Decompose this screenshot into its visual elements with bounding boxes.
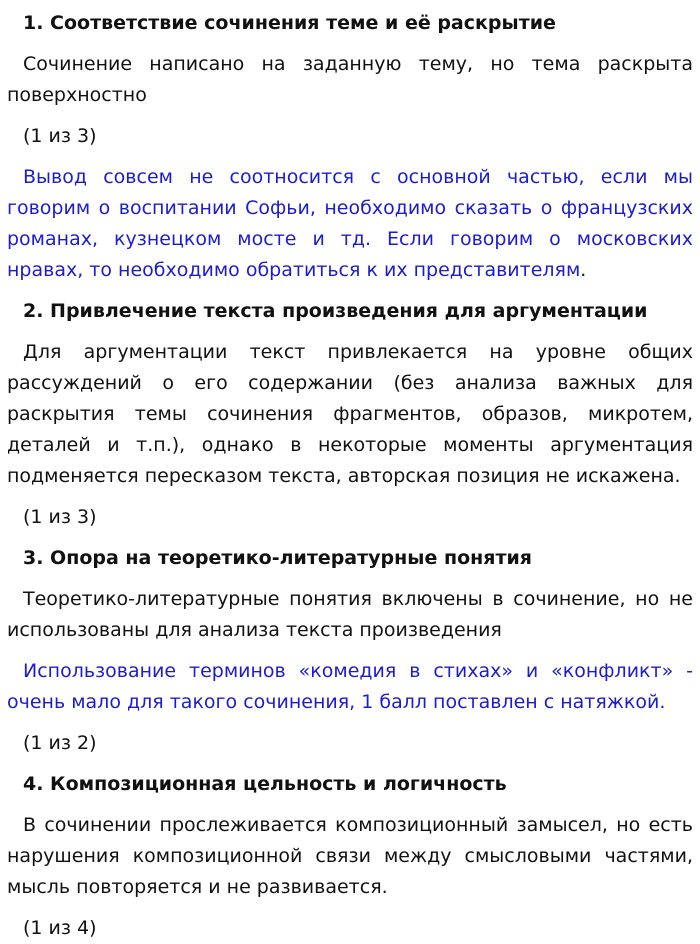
section-3-text: Теоретико-литературные понятия включены в сочинение, но не использованы для анализа текста произведения bbox=[7, 588, 693, 641]
section-1-text: Сочинение написано на заданную тему, но тема раскрыта поверхностно bbox=[7, 53, 693, 106]
section-2-score: (1 из 3) bbox=[23, 506, 97, 528]
section-3-comment: Использование терминов «комедия в стихах» и «конфликт» - очень мало для такого сочинения, 1 балл поставлен с натяжкой. bbox=[7, 660, 693, 713]
section-4-score: (1 из 4) bbox=[23, 917, 97, 939]
section-4-text: В сочинении прослеживается композиционный замысел, но есть нарушения композиционной связи между смысловыми частями, мысль повторяется и не развивается. bbox=[7, 814, 693, 898]
section-3-heading: 3. Опора на теоретико-литературные понятия bbox=[23, 547, 532, 569]
section-1-comment bbox=[7, 162, 693, 286]
section-1-score: (1 из 3) bbox=[23, 125, 97, 147]
section-1-comment-period: . bbox=[580, 259, 587, 281]
section-1-heading: 1. Соответствие сочинения теме и её раскрытие bbox=[23, 12, 556, 34]
section-1-comment-text: Вывод совсем не соотносится с основной частью, если мы говорим о воспитании Софьи, необходимо сказать о французских романах, кузнецком мосте и тд. Если говорим о московских нравах, то необходимо обратиться к их представителям bbox=[7, 166, 693, 281]
section-2-heading: 2. Привлечение текста произведения для аргументации bbox=[23, 300, 648, 322]
section-2-text: Для аргументации текст привлекается на уровне общих рассуждений о его содержании (без анализа важных для раскрытия темы сочинения фрагментов, образов, микротем, деталей и т.п.), однако в некоторые моменты аргументация подменяется пересказом текста, авторская позиция не искажена. bbox=[7, 341, 693, 487]
section-3-score: (1 из 2) bbox=[23, 732, 97, 754]
section-4-heading: 4. Композиционная цельность и логичность bbox=[23, 773, 507, 795]
